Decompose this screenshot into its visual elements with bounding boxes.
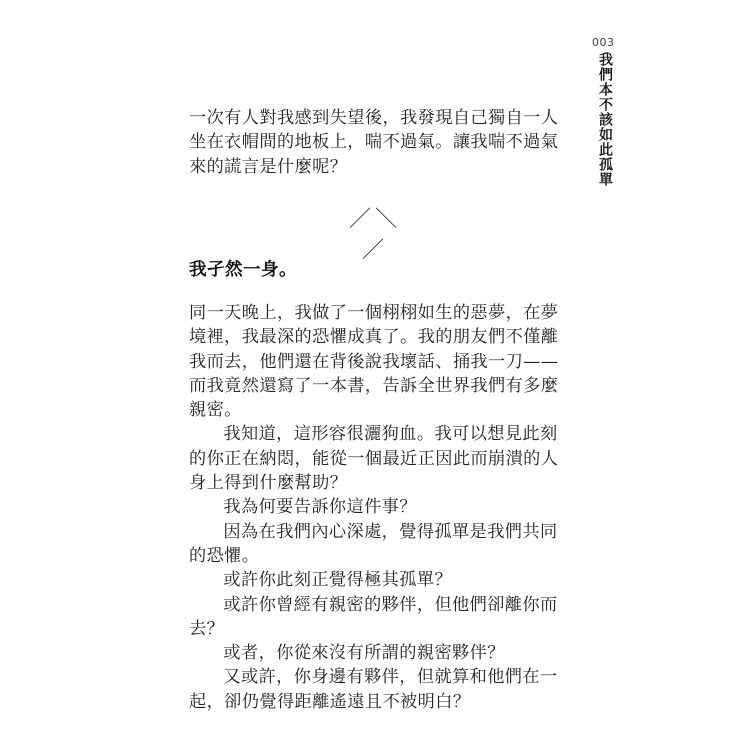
intro-paragraph-block [189,106,559,179]
body-paragraph-distant: 又或許，你身邊有夥伴，但就算和他們在一起，卻仍覺得距離遙遠且不被明白？ [189,667,558,712]
body-paragraph-partners-left: 或許你曾經有親密的夥伴，但他們卻離你而去？ [189,594,558,639]
body-paragraph-lonely: 或許你此刻正覺得極其孤單？ [223,570,453,591]
section-separator: ／＼／ [348,207,401,263]
body-paragraph-dream: 同一天晚上，我做了一個栩栩如生的惡夢，在夢境裡，我最深的恐懼成真了。我的朋友們不僅離我而去，他們還在背後說我壞話、捅我一刀——而我竟然還寫了一本書，告訴全世界我們有多麼親密。 [189,303,559,421]
body-paragraph-why: 我為何要告訴你這件事？ [223,497,417,518]
body-text [189,301,559,714]
body-paragraph-no-partners: 或者，你從來沒有所謂的親密夥伴？ [223,643,505,664]
intro-paragraph: 一次有人對我感到失望後，我發現自己獨自一人坐在衣帽間的地板上，喘不過氣。讓我喘不過氣來的謊言是什麼呢？ [189,108,559,177]
running-title: 我們本不該如此孤單 [597,52,613,187]
page-number: 003 [592,36,615,49]
section-heading: 我孑然一身。 [189,260,297,280]
body-paragraph-know: 我知道，這形容很灑狗血。我可以想見此刻的你正在納悶，能從一個最近正因此而崩潰的人身上得到什麼幫助？ [189,424,559,494]
body-paragraph-fear: 因為在我們內心深處，覺得孤單是我們共同的恐懼。 [189,521,558,566]
